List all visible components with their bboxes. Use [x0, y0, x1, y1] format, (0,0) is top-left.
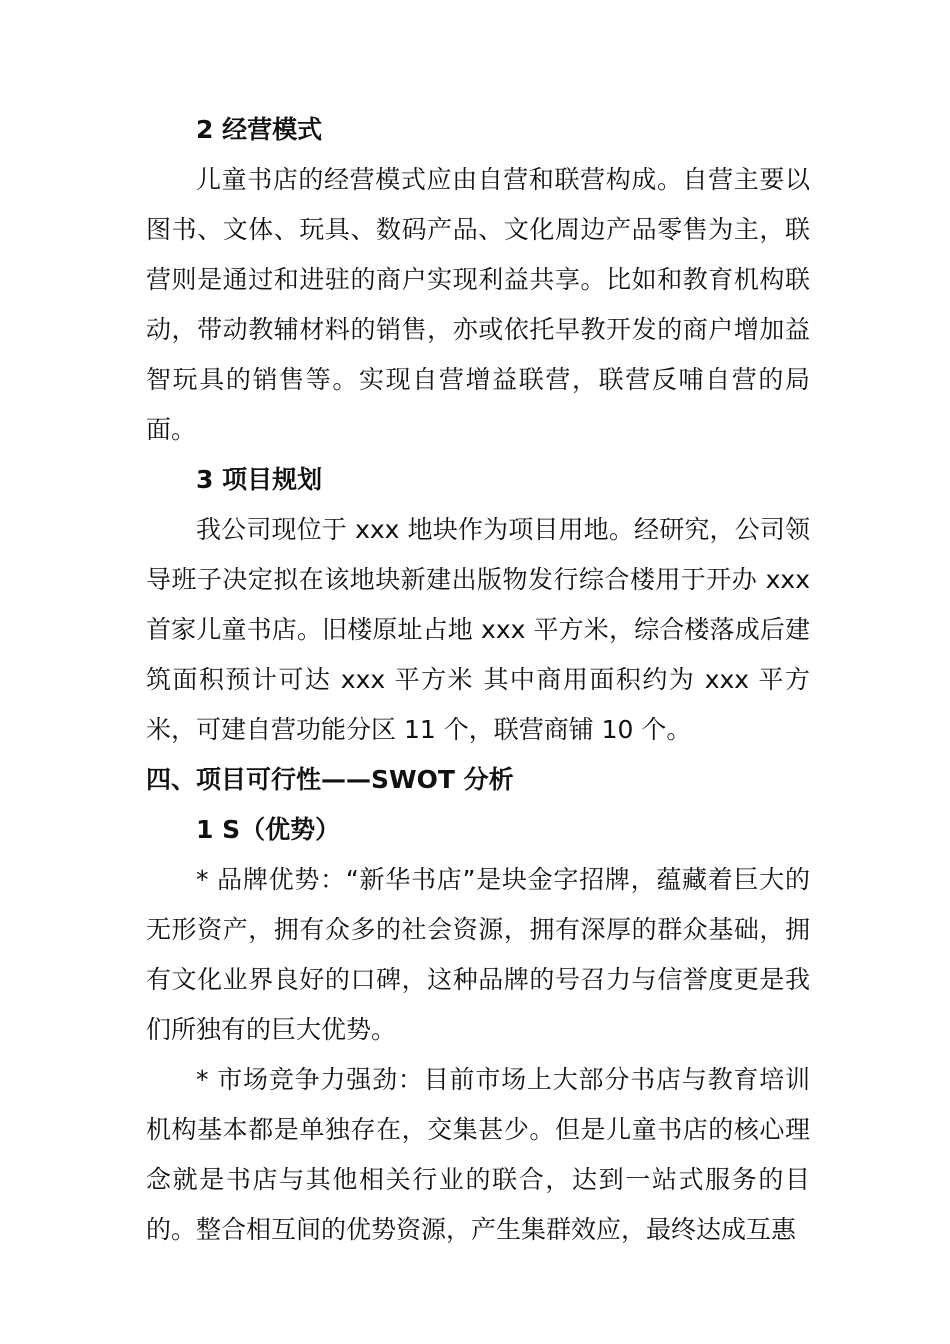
- section-3-title: 3 项目规划: [196, 465, 323, 494]
- brand-advantage-paragraph: * 品牌优势：“新华书店”是块金字招牌，蕴藏着巨大的无形资产，拥有众多的社会资源，拥有深厚的群众基础，拥有文化业界良好的口碑，这种品牌的号召力与信誉度更是我们所独有的巨大优势。: [146, 865, 810, 1044]
- section-4-title: 四、项目可行性——SWOT 分析: [146, 765, 514, 794]
- section-4-1-title: 1 S（优势）: [196, 815, 341, 844]
- section-3-paragraph: 我公司现位于 xxx 地块作为项目用地。经研究，公司领导班子决定拟在该地块新建出版物发行综合楼用于开办 xxx 首家儿童书店。旧楼原址占地 xxx 平方米，综合楼落成后建筑面积预计可达 xxx 平方米 其中商用面积约为 xxx 平方米，可建自营功能分区 11 个，联营商铺 10 个。: [146, 515, 810, 744]
- section-2-paragraph: 儿童书店的经营模式应由自营和联营构成。自营主要以图书、文体、玩具、数码产品、文化周边产品零售为主，联营则是通过和进驻的商户实现利益共享。比如和教育机构联动，带动教辅材料的销售，亦或依托早教开发的商户增加益智玩具的销售等。实现自营增益联营，联营反哺自营的局面。: [146, 165, 810, 444]
- section-2-title: 2 经营模式: [196, 115, 323, 144]
- market-advantage-paragraph: * 市场竞争力强劲：目前市场上大部分书店与教育培训机构基本都是单独存在，交集甚少。但是儿童书店的核心理念就是书店与其他相关行业的联合，达到一站式服务的目的。整合相互间的优势资源，产生集群效应，最终达成互惠: [146, 1065, 810, 1244]
- document-body: [146, 105, 810, 1255]
